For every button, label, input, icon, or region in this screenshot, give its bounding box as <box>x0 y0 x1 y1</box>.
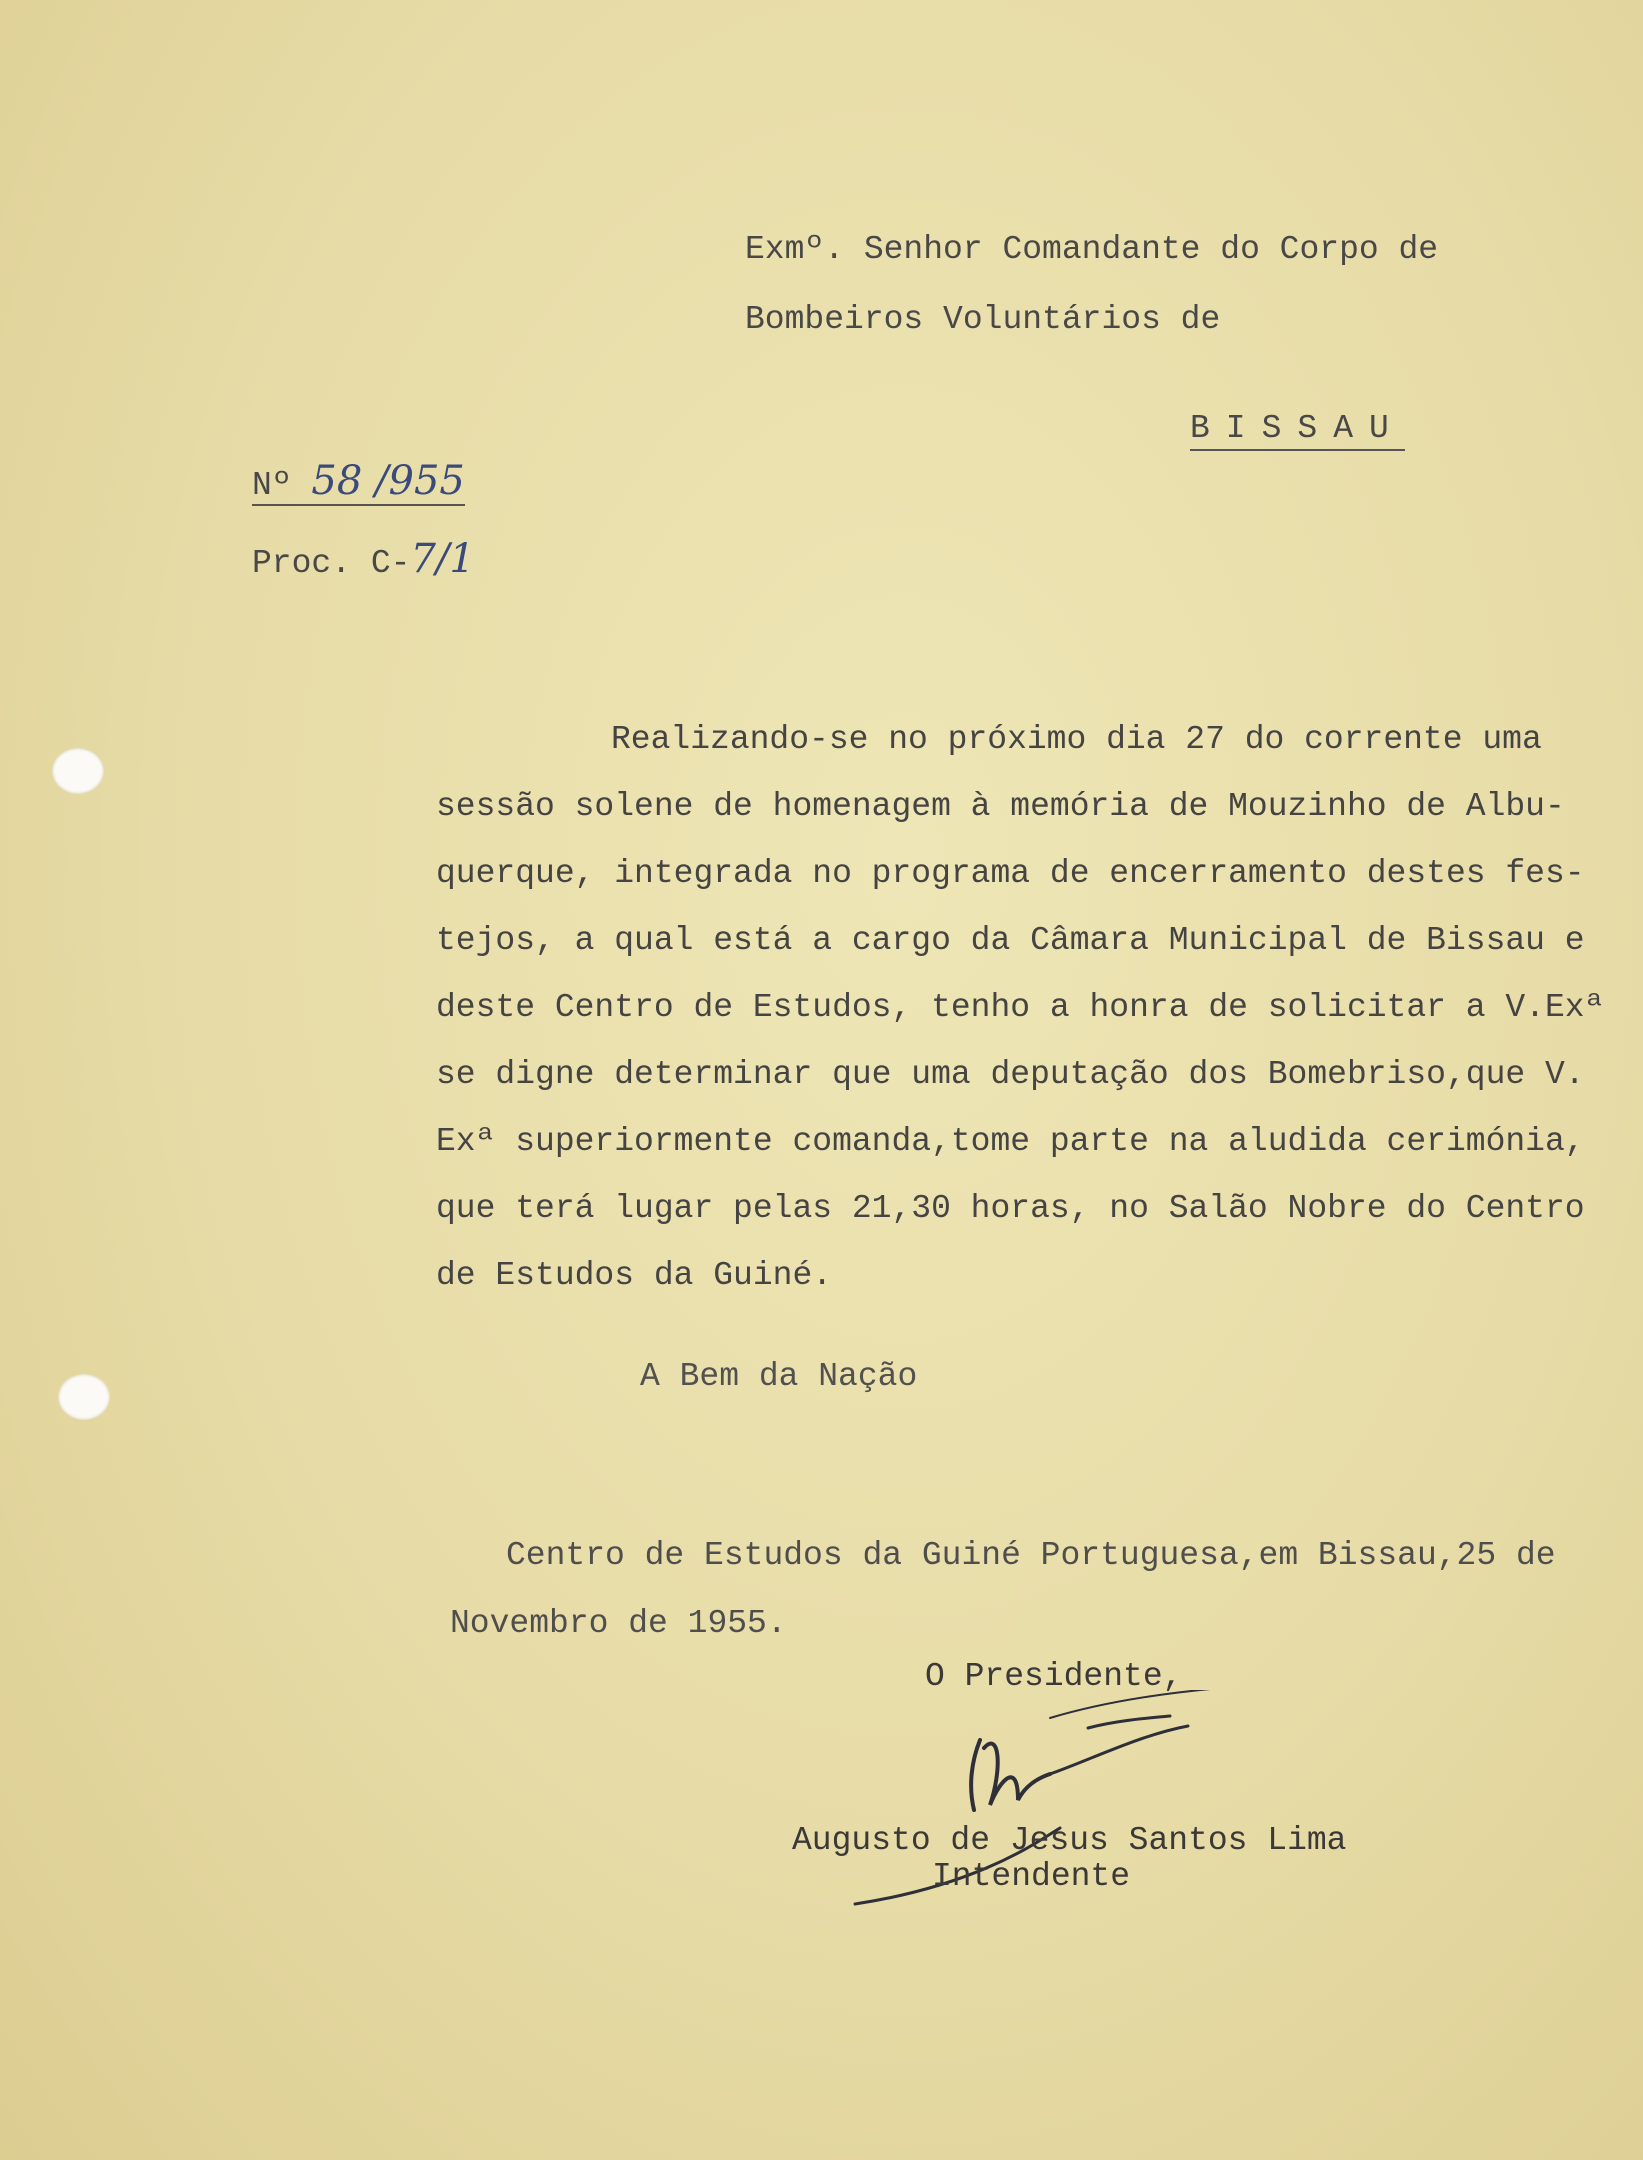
reference-number-handwritten: 58 /955 <box>311 458 465 504</box>
addressee-line-1: Exmº. Senhor Comandante do Corpo de <box>745 231 1439 268</box>
body-line: querque, integrada no programa de encerramento destes fes- <box>436 855 1585 892</box>
body-line: que terá lugar pelas 21,30 horas, no Salão Nobre do Centro <box>436 1190 1585 1227</box>
reference-number <box>252 458 465 506</box>
reference-number-prefix: Nº <box>252 467 292 504</box>
body-line: sessão solene de homenagem à memória de Mouzinho de Albu- <box>436 788 1565 825</box>
body-line: Exª superiormente comanda,tome parte na aludida cerimónia, <box>436 1123 1585 1160</box>
body-line: tejos, a qual está a cargo da Câmara Municipal de Bissau e <box>436 922 1585 959</box>
place-date <box>450 1522 1556 1658</box>
addressee-city: BISSAU <box>1190 410 1405 451</box>
body-line: Realizando-se no próximo dia 27 do corrente uma <box>611 721 1542 758</box>
addressee-block <box>745 215 1438 355</box>
punch-hole-bottom <box>58 1374 110 1420</box>
letter-body <box>436 706 1605 1309</box>
addressee-line-2: Bombeiros Voluntários de <box>745 301 1221 338</box>
closing-formula: A Bem da Nação <box>640 1358 918 1395</box>
reference-process-handwritten: 7/1 <box>410 536 475 582</box>
body-line: se digne determinar que uma deputação dos Bomebriso,que V. <box>436 1056 1585 1093</box>
signatory-role: Intendente <box>932 1858 1131 1895</box>
place-date-line-2: Novembro de 1955. <box>450 1605 787 1642</box>
signature-title: O Presidente, <box>925 1658 1183 1695</box>
body-line: deste Centro de Estudos, tenho a honra de solicitar a V.Exª <box>436 989 1605 1026</box>
place-date-line-1: Centro de Estudos da Guiné Portuguesa,em Bissau,25 de <box>506 1537 1556 1574</box>
reference-process-prefix: Proc. C- <box>252 545 411 582</box>
body-line: de Estudos da Guiné. <box>436 1257 833 1294</box>
signatory-name: Augusto de Jesus Santos Lima <box>792 1822 1347 1859</box>
punch-hole-top <box>52 748 104 794</box>
reference-process <box>252 536 475 582</box>
